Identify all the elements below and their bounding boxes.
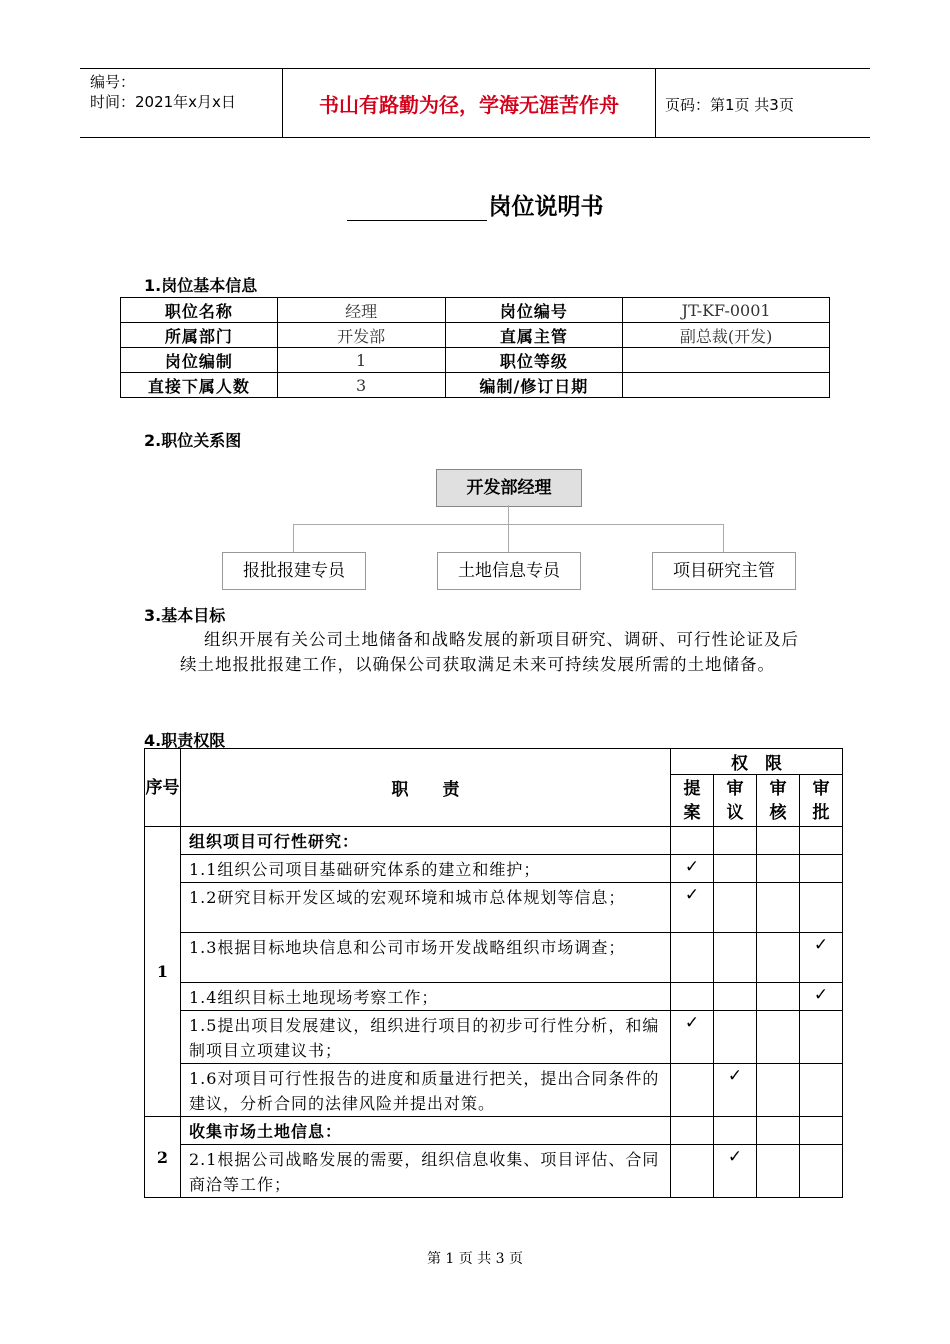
- auth-cell: [671, 827, 714, 855]
- info-value: 经理: [277, 298, 445, 323]
- auth-col-header: 审议: [714, 775, 757, 827]
- auth-cell: [671, 983, 714, 1011]
- auth-cell: [714, 883, 757, 933]
- auth-cell: [714, 855, 757, 883]
- section2-heading: 2.职位关系图: [144, 431, 242, 450]
- duty-group-row: [145, 1117, 843, 1145]
- duty-group-row: [145, 827, 843, 855]
- org-connector-middle: [508, 524, 509, 553]
- title-text: 岗位说明书: [488, 194, 604, 220]
- header-motto: 书山有路勤为径，学海无涯苦作舟: [282, 69, 656, 137]
- info-label: 职位等级: [445, 348, 623, 373]
- duty-item-row: [145, 933, 843, 983]
- org-child-box-3: 项目研究主管: [652, 552, 796, 590]
- auth-cell: [714, 827, 757, 855]
- duty-item-text: 1.4组织目标土地现场考察工作；: [180, 983, 670, 1011]
- info-label: 岗位编号: [445, 298, 623, 323]
- auth-cell: [756, 1117, 799, 1145]
- auth-cell: [714, 1117, 757, 1145]
- auth-cell: [756, 855, 799, 883]
- auth-cell: [799, 855, 842, 883]
- check-mark: ✓: [671, 883, 714, 933]
- group-title: 收集市场土地信息：: [180, 1117, 670, 1145]
- auth-cell: [756, 1064, 799, 1117]
- auth-col-header: 审批: [799, 775, 842, 827]
- auth-cell: [756, 933, 799, 983]
- auth-cell: [756, 827, 799, 855]
- page-footer: 第 1 页 共 3 页: [426, 1251, 524, 1267]
- org-top-box: 开发部经理: [436, 469, 582, 507]
- section1-heading: 1.岗位基本信息: [144, 276, 258, 295]
- check-mark: ✓: [799, 933, 842, 983]
- info-row: [121, 298, 830, 323]
- duty-item-row: [145, 1011, 843, 1064]
- auth-cell: [799, 1011, 842, 1064]
- auth-cell: [671, 1145, 714, 1198]
- auth-cell: [799, 827, 842, 855]
- title-blank-line: [347, 196, 487, 221]
- duty-item-text: 1.6对项目可行性报告的进度和质量进行把关，提出合同条件的建议，分析合同的法律风险并提出对策。: [180, 1064, 670, 1117]
- info-value: 1: [277, 348, 445, 373]
- info-value: [623, 373, 830, 398]
- duty-item-row: [145, 1064, 843, 1117]
- info-value: [623, 348, 830, 373]
- auth-cell: [756, 983, 799, 1011]
- check-mark: ✓: [671, 855, 714, 883]
- auth-cell: [671, 933, 714, 983]
- auth-cell: [671, 1064, 714, 1117]
- info-value: 开发部: [277, 323, 445, 348]
- header-meta: [80, 69, 282, 137]
- duty-item-row: [145, 883, 843, 933]
- basic-info-table: [120, 297, 830, 398]
- info-row: [121, 323, 830, 348]
- duty-item-row: [145, 983, 843, 1011]
- info-label: 所属部门: [121, 323, 278, 348]
- duty-item-text: 2.1根据公司战略发展的需要，组织信息收集、项目评估、合同商洽等工作；: [180, 1145, 670, 1198]
- auth-cell: [799, 1064, 842, 1117]
- duty-item-text: 1.2研究目标开发区域的宏观环境和城市总体规划等信息；: [180, 883, 670, 933]
- col-header-authority: 权 限: [671, 749, 843, 775]
- org-child-box-1: 报批报建专员: [222, 552, 366, 590]
- basic-goal-text: 组织开展有关公司土地储备和战略发展的新项目研究、调研、可行性论证及后续土地报批报建工作，以确保公司获取满足未来可持续发展所需的土地储备。: [180, 630, 799, 674]
- info-value: 副总裁(开发): [623, 323, 830, 348]
- auth-cell: [714, 983, 757, 1011]
- auth-cell: [756, 883, 799, 933]
- check-mark: ✓: [799, 983, 842, 1011]
- group-title: 组织项目可行性研究：: [180, 827, 670, 855]
- duty-item-row: [145, 1145, 843, 1198]
- info-row: [121, 348, 830, 373]
- info-label: 职位名称: [121, 298, 278, 323]
- info-label: 编制/修订日期: [445, 373, 623, 398]
- duty-item-text: 1.1组织公司项目基础研究体系的建立和维护；: [180, 855, 670, 883]
- section4-heading: 4.职责权限: [144, 731, 226, 750]
- auth-cell: [756, 1145, 799, 1198]
- auth-cell: [756, 1011, 799, 1064]
- auth-col-header: 提案: [671, 775, 714, 827]
- group-number: 2: [145, 1117, 181, 1198]
- duty-item-row: [145, 855, 843, 883]
- org-connector-right: [723, 524, 724, 553]
- auth-col-header: 审核: [756, 775, 799, 827]
- info-row: [121, 373, 830, 398]
- section3-heading: 3.基本目标: [144, 606, 226, 625]
- auth-cell: [671, 1117, 714, 1145]
- info-value: 3: [277, 373, 445, 398]
- col-header-duty: 职 责: [180, 749, 670, 827]
- duty-table: [144, 748, 843, 1198]
- check-mark: ✓: [714, 1145, 757, 1198]
- info-label: 直接下属人数: [121, 373, 278, 398]
- doc-number-label: 编号：: [90, 73, 136, 91]
- check-mark: ✓: [714, 1064, 757, 1117]
- page-header: [80, 68, 870, 138]
- header-page-label: 页码：第1页 共3页: [665, 96, 794, 114]
- auth-cell: [799, 883, 842, 933]
- auth-cell: [714, 1011, 757, 1064]
- org-connector-left: [293, 524, 294, 553]
- duty-item-text: 1.3根据目标地块信息和公司市场开发战略组织市场调查；: [180, 933, 670, 983]
- page-title: [0, 188, 950, 221]
- group-number: 1: [145, 827, 181, 1117]
- time-label: 时间：2021年x月x日: [90, 93, 236, 111]
- org-child-box-2: 土地信息专员: [437, 552, 581, 590]
- auth-cell: [714, 933, 757, 983]
- auth-cell: [799, 1145, 842, 1198]
- check-mark: ✓: [671, 1011, 714, 1064]
- col-header-no: 序号: [145, 749, 181, 827]
- info-label: 岗位编制: [121, 348, 278, 373]
- info-value: JT-KF-0001: [623, 298, 830, 323]
- auth-cell: [799, 1117, 842, 1145]
- duty-item-text: 1.5提出项目发展建议，组织进行项目的初步可行性分析，和编制项目立项建议书；: [180, 1011, 670, 1064]
- info-label: 直属主管: [445, 323, 623, 348]
- org-connector-vertical: [508, 505, 509, 525]
